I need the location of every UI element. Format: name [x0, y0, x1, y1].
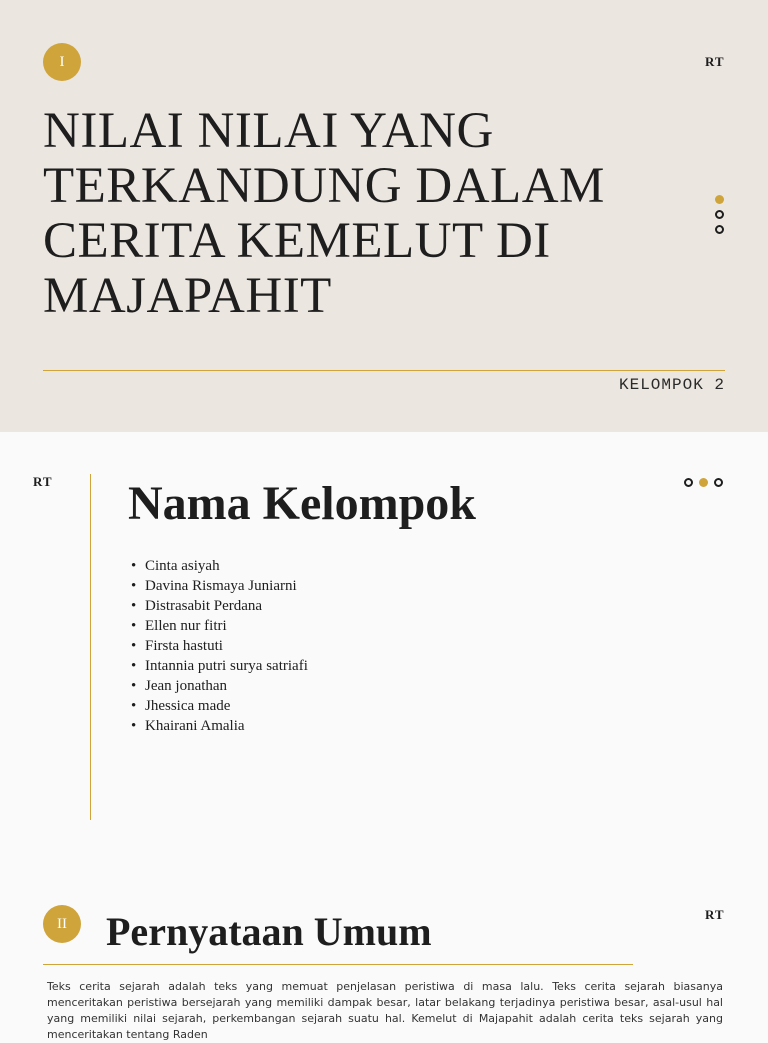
list-item: • Jean jonathan [145, 676, 308, 696]
slide-indicator-dots [715, 195, 725, 240]
body-paragraph: Teks cerita sejarah adalah teks yang memuat penjelasan peristiwa di masa lalu. Teks cerita sejarah biasanya menceritakan peristiwa bersejarah yang memiliki dampak besar, latar belakang terjadinya peristiwa besar, asal-usul hal yang memiliki nilai sejarah, perkembangan sejarah suatu hal. Kemelut di Majapahit adalah cerita teks sejarah yang menceritakan tentang Raden [47, 980, 723, 1041]
members-slide [0, 432, 768, 864]
section-heading: Pernyataan Umum [106, 909, 432, 954]
section-heading: Nama Kelompok [128, 477, 476, 530]
indicator-dot-active [715, 195, 724, 204]
list-item: • Intannia putri surya satriafi [145, 656, 308, 676]
member-list [145, 556, 308, 736]
indicator-dot [684, 478, 693, 487]
indicator-dot-active [699, 478, 708, 487]
list-item: • Cinta asiyah [145, 556, 308, 576]
general-statement-slide [0, 864, 768, 1041]
corner-logo-label: RT [33, 474, 53, 489]
list-item: • Ellen nur fitri [145, 616, 308, 636]
list-item: • Khairani Amalia [145, 716, 308, 736]
group-subtitle: KELOMPOK 2 [618, 376, 725, 394]
divider-line [43, 370, 725, 371]
indicator-dot [714, 478, 723, 487]
slide-number-badge: II [43, 905, 81, 943]
slide-number-badge: I [43, 43, 81, 81]
slide-indicator-dots [684, 478, 723, 487]
indicator-dot [715, 225, 724, 234]
corner-logo-label: RT [705, 907, 725, 922]
list-item: • Jhessica made [145, 696, 308, 716]
list-item: • Distrasabit Perdana [145, 596, 308, 616]
page-title: NILAI NILAI YANG TERKANDUNG DALAM CERITA KEMELUT DI MAJAPAHIT [43, 103, 605, 324]
list-item: • Firsta hastuti [145, 636, 308, 656]
indicator-dot [715, 210, 724, 219]
list-item: • Davina Rismaya Juniarni [145, 576, 308, 596]
title-slide [0, 0, 768, 432]
divider-line [43, 964, 633, 965]
corner-logo-label: RT [705, 54, 725, 69]
vertical-divider [90, 474, 91, 820]
